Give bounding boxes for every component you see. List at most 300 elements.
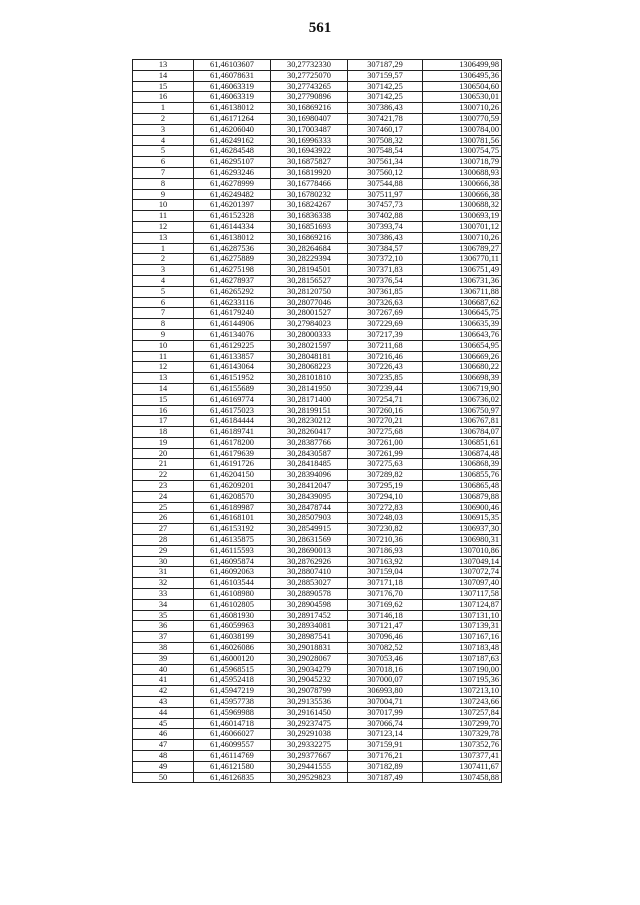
longitude-cell: 30,28807410 — [271, 567, 348, 578]
x-coordinate-cell: 307511,97 — [348, 189, 423, 200]
x-coordinate-cell: 307226,43 — [348, 362, 423, 373]
latitude-cell: 61,46126835 — [194, 772, 271, 783]
latitude-cell: 61,46026086 — [194, 643, 271, 654]
latitude-cell: 61,46233116 — [194, 297, 271, 308]
longitude-cell: 30,29529823 — [271, 772, 348, 783]
longitude-cell: 30,28048181 — [271, 351, 348, 362]
longitude-cell: 30,28394096 — [271, 470, 348, 481]
x-coordinate-cell: 307270,21 — [348, 416, 423, 427]
x-coordinate-cell: 307326,63 — [348, 297, 423, 308]
table-row — [133, 675, 502, 686]
point-number-cell: 20 — [133, 448, 194, 459]
table-row — [133, 275, 502, 286]
longitude-cell: 30,28021597 — [271, 340, 348, 351]
latitude-cell: 61,46201397 — [194, 200, 271, 211]
table-row — [133, 189, 502, 200]
y-coordinate-cell: 1306784,07 — [423, 427, 502, 438]
y-coordinate-cell: 1306770,11 — [423, 254, 502, 265]
point-number-cell: 4 — [133, 275, 194, 286]
point-number-cell: 41 — [133, 675, 194, 686]
point-number-cell: 37 — [133, 632, 194, 643]
longitude-cell: 30,29135536 — [271, 697, 348, 708]
x-coordinate-cell: 307421,78 — [348, 113, 423, 124]
y-coordinate-cell: 1306731,36 — [423, 275, 502, 286]
point-number-cell: 43 — [133, 697, 194, 708]
x-coordinate-cell: 307248,03 — [348, 513, 423, 524]
latitude-cell: 61,46179240 — [194, 308, 271, 319]
longitude-cell: 30,28934081 — [271, 621, 348, 632]
longitude-cell: 30,29034279 — [271, 664, 348, 675]
point-number-cell: 6 — [133, 297, 194, 308]
longitude-cell: 30,16869216 — [271, 232, 348, 243]
longitude-cell: 30,16943922 — [271, 146, 348, 157]
x-coordinate-cell: 307254,71 — [348, 394, 423, 405]
point-number-cell: 5 — [133, 146, 194, 157]
longitude-cell: 30,28199151 — [271, 405, 348, 416]
y-coordinate-cell: 1306751,49 — [423, 265, 502, 276]
latitude-cell: 61,46063319 — [194, 81, 271, 92]
longitude-cell: 30,28987541 — [271, 632, 348, 643]
table-row — [133, 60, 502, 71]
longitude-cell: 30,28387766 — [271, 437, 348, 448]
y-coordinate-cell: 1306937,30 — [423, 524, 502, 535]
longitude-cell: 30,29291038 — [271, 729, 348, 740]
table-row — [133, 578, 502, 589]
table-row — [133, 761, 502, 772]
point-number-cell: 24 — [133, 491, 194, 502]
point-number-cell: 16 — [133, 92, 194, 103]
latitude-cell: 61,46189987 — [194, 502, 271, 513]
latitude-cell: 61,46295107 — [194, 157, 271, 168]
y-coordinate-cell: 1300718,79 — [423, 157, 502, 168]
x-coordinate-cell: 307361,85 — [348, 286, 423, 297]
point-number-cell: 10 — [133, 340, 194, 351]
y-coordinate-cell: 1306900,46 — [423, 502, 502, 513]
latitude-cell: 61,46169774 — [194, 394, 271, 405]
latitude-cell: 61,46059963 — [194, 621, 271, 632]
latitude-cell: 61,46155689 — [194, 383, 271, 394]
x-coordinate-cell: 307211,68 — [348, 340, 423, 351]
table-row — [133, 383, 502, 394]
y-coordinate-cell: 1300770,59 — [423, 113, 502, 124]
table-row — [133, 556, 502, 567]
y-coordinate-cell: 1300701,12 — [423, 221, 502, 232]
latitude-cell: 61,45952418 — [194, 675, 271, 686]
point-number-cell: 35 — [133, 610, 194, 621]
latitude-cell: 61,46208570 — [194, 491, 271, 502]
y-coordinate-cell: 1307299,70 — [423, 718, 502, 729]
y-coordinate-cell: 1306851,61 — [423, 437, 502, 448]
x-coordinate-cell: 307548,54 — [348, 146, 423, 157]
x-coordinate-cell: 307142,25 — [348, 81, 423, 92]
latitude-cell: 61,46189741 — [194, 427, 271, 438]
point-number-cell: 14 — [133, 70, 194, 81]
y-coordinate-cell: 1306687,62 — [423, 297, 502, 308]
latitude-cell: 61,46275889 — [194, 254, 271, 265]
point-number-cell: 9 — [133, 329, 194, 340]
table-row — [133, 772, 502, 783]
longitude-cell: 30,28156527 — [271, 275, 348, 286]
longitude-cell: 30,28120750 — [271, 286, 348, 297]
point-number-cell: 31 — [133, 567, 194, 578]
latitude-cell: 61,46204150 — [194, 470, 271, 481]
longitude-cell: 30,28430587 — [271, 448, 348, 459]
table-row — [133, 437, 502, 448]
x-coordinate-cell: 307402,88 — [348, 211, 423, 222]
x-coordinate-cell: 307229,69 — [348, 319, 423, 330]
x-coordinate-cell: 307261,99 — [348, 448, 423, 459]
table-row — [133, 329, 502, 340]
longitude-cell: 30,29078799 — [271, 686, 348, 697]
point-number-cell: 13 — [133, 60, 194, 71]
x-coordinate-cell: 307393,74 — [348, 221, 423, 232]
y-coordinate-cell: 1306736,02 — [423, 394, 502, 405]
y-coordinate-cell: 1307049,14 — [423, 556, 502, 567]
x-coordinate-cell: 307294,10 — [348, 491, 423, 502]
longitude-cell: 30,16824267 — [271, 200, 348, 211]
table-row — [133, 470, 502, 481]
longitude-cell: 30,28000333 — [271, 329, 348, 340]
latitude-cell: 61,46099557 — [194, 740, 271, 751]
point-number-cell: 9 — [133, 189, 194, 200]
x-coordinate-cell: 307460,17 — [348, 124, 423, 135]
table-row — [133, 319, 502, 330]
table-row — [133, 70, 502, 81]
point-number-cell: 26 — [133, 513, 194, 524]
y-coordinate-cell: 1300693,19 — [423, 211, 502, 222]
y-coordinate-cell: 1300754,75 — [423, 146, 502, 157]
x-coordinate-cell: 307187,29 — [348, 60, 423, 71]
x-coordinate-cell: 307146,18 — [348, 610, 423, 621]
y-coordinate-cell: 1307117,58 — [423, 589, 502, 600]
table-row — [133, 416, 502, 427]
longitude-cell: 30,28418485 — [271, 459, 348, 470]
longitude-cell: 30,27984023 — [271, 319, 348, 330]
y-coordinate-cell: 1307183,48 — [423, 643, 502, 654]
x-coordinate-cell: 306993,80 — [348, 686, 423, 697]
table-row — [133, 740, 502, 751]
longitude-cell: 30,28229394 — [271, 254, 348, 265]
y-coordinate-cell: 1306504,60 — [423, 81, 502, 92]
latitude-cell: 61,46102805 — [194, 599, 271, 610]
point-number-cell: 48 — [133, 751, 194, 762]
table-row — [133, 103, 502, 114]
latitude-cell: 61,46287536 — [194, 243, 271, 254]
point-number-cell: 12 — [133, 362, 194, 373]
y-coordinate-cell: 1307329,78 — [423, 729, 502, 740]
y-coordinate-cell: 1300710,26 — [423, 103, 502, 114]
x-coordinate-cell: 307260,16 — [348, 405, 423, 416]
y-coordinate-cell: 1306635,39 — [423, 319, 502, 330]
table-row — [133, 265, 502, 276]
longitude-cell: 30,29028067 — [271, 653, 348, 664]
x-coordinate-cell: 307217,39 — [348, 329, 423, 340]
y-coordinate-cell: 1306698,39 — [423, 373, 502, 384]
point-number-cell: 46 — [133, 729, 194, 740]
y-coordinate-cell: 1307124,87 — [423, 599, 502, 610]
table-row — [133, 157, 502, 168]
x-coordinate-cell: 307384,57 — [348, 243, 423, 254]
longitude-cell: 30,28141950 — [271, 383, 348, 394]
point-number-cell: 15 — [133, 394, 194, 405]
x-coordinate-cell: 307066,74 — [348, 718, 423, 729]
x-coordinate-cell: 307171,18 — [348, 578, 423, 589]
table-row — [133, 178, 502, 189]
table-row — [133, 524, 502, 535]
y-coordinate-cell: 1306874,48 — [423, 448, 502, 459]
y-coordinate-cell: 1307187,63 — [423, 653, 502, 664]
table-row — [133, 254, 502, 265]
longitude-cell: 30,28001527 — [271, 308, 348, 319]
latitude-cell: 61,46284548 — [194, 146, 271, 157]
longitude-cell: 30,16869216 — [271, 103, 348, 114]
y-coordinate-cell: 1307131,10 — [423, 610, 502, 621]
y-coordinate-cell: 1306855,76 — [423, 470, 502, 481]
table-row — [133, 211, 502, 222]
y-coordinate-cell: 1307190,00 — [423, 664, 502, 675]
x-coordinate-cell: 307123,14 — [348, 729, 423, 740]
x-coordinate-cell: 307159,04 — [348, 567, 423, 578]
longitude-cell: 30,17003487 — [271, 124, 348, 135]
latitude-cell: 61,46115593 — [194, 545, 271, 556]
x-coordinate-cell: 307017,99 — [348, 707, 423, 718]
y-coordinate-cell: 1306980,31 — [423, 535, 502, 546]
longitude-cell: 30,29161450 — [271, 707, 348, 718]
y-coordinate-cell: 1306530,01 — [423, 92, 502, 103]
x-coordinate-cell: 307053,46 — [348, 653, 423, 664]
longitude-cell: 30,28853027 — [271, 578, 348, 589]
x-coordinate-cell: 307275,63 — [348, 459, 423, 470]
y-coordinate-cell: 1300784,00 — [423, 124, 502, 135]
point-number-cell: 21 — [133, 459, 194, 470]
table-row — [133, 502, 502, 513]
table-row — [133, 599, 502, 610]
point-number-cell: 8 — [133, 178, 194, 189]
longitude-cell: 30,28478744 — [271, 502, 348, 513]
y-coordinate-cell: 1307352,76 — [423, 740, 502, 751]
longitude-cell: 30,28264684 — [271, 243, 348, 254]
x-coordinate-cell: 307295,19 — [348, 481, 423, 492]
latitude-cell: 61,46206040 — [194, 124, 271, 135]
y-coordinate-cell: 1306495,36 — [423, 70, 502, 81]
latitude-cell: 61,46143064 — [194, 362, 271, 373]
point-number-cell: 29 — [133, 545, 194, 556]
latitude-cell: 61,46114769 — [194, 751, 271, 762]
table-row — [133, 610, 502, 621]
y-coordinate-cell: 1307411,67 — [423, 761, 502, 772]
latitude-cell: 61,46275198 — [194, 265, 271, 276]
latitude-cell: 61,46108980 — [194, 589, 271, 600]
y-coordinate-cell: 1300688,32 — [423, 200, 502, 211]
point-number-cell: 47 — [133, 740, 194, 751]
latitude-cell: 61,45968515 — [194, 664, 271, 675]
point-number-cell: 3 — [133, 124, 194, 135]
longitude-cell: 30,16819920 — [271, 167, 348, 178]
x-coordinate-cell: 307372,10 — [348, 254, 423, 265]
y-coordinate-cell: 1307097,40 — [423, 578, 502, 589]
table-row — [133, 373, 502, 384]
x-coordinate-cell: 307176,21 — [348, 751, 423, 762]
x-coordinate-cell: 307082,52 — [348, 643, 423, 654]
table-row — [133, 221, 502, 232]
longitude-cell: 30,28077046 — [271, 297, 348, 308]
latitude-cell: 61,46129225 — [194, 340, 271, 351]
coordinates-table — [132, 59, 502, 783]
point-number-cell: 2 — [133, 254, 194, 265]
y-coordinate-cell: 1307167,16 — [423, 632, 502, 643]
x-coordinate-cell: 307210,36 — [348, 535, 423, 546]
longitude-cell: 30,16836338 — [271, 211, 348, 222]
latitude-cell: 61,46038199 — [194, 632, 271, 643]
longitude-cell: 30,28412047 — [271, 481, 348, 492]
table-row — [133, 718, 502, 729]
latitude-cell: 61,46152328 — [194, 211, 271, 222]
table-row — [133, 729, 502, 740]
longitude-cell: 30,28260417 — [271, 427, 348, 438]
latitude-cell: 61,46078631 — [194, 70, 271, 81]
y-coordinate-cell: 1307243,66 — [423, 697, 502, 708]
y-coordinate-cell: 1306711,88 — [423, 286, 502, 297]
coordinates-table-body — [133, 60, 502, 783]
y-coordinate-cell: 1306719,90 — [423, 383, 502, 394]
y-coordinate-cell: 1306669,26 — [423, 351, 502, 362]
table-row — [133, 589, 502, 600]
point-number-cell: 12 — [133, 221, 194, 232]
latitude-cell: 61,46209201 — [194, 481, 271, 492]
longitude-cell: 30,28917452 — [271, 610, 348, 621]
latitude-cell: 61,46092063 — [194, 567, 271, 578]
point-number-cell: 36 — [133, 621, 194, 632]
y-coordinate-cell: 1306879,88 — [423, 491, 502, 502]
latitude-cell: 61,46171264 — [194, 113, 271, 124]
table-row — [133, 545, 502, 556]
x-coordinate-cell: 307457,73 — [348, 200, 423, 211]
longitude-cell: 30,28230212 — [271, 416, 348, 427]
table-row — [133, 135, 502, 146]
x-coordinate-cell: 307216,46 — [348, 351, 423, 362]
x-coordinate-cell: 307561,34 — [348, 157, 423, 168]
longitude-cell: 30,28439095 — [271, 491, 348, 502]
longitude-cell: 30,27725070 — [271, 70, 348, 81]
point-number-cell: 19 — [133, 437, 194, 448]
x-coordinate-cell: 307275,68 — [348, 427, 423, 438]
table-row — [133, 92, 502, 103]
point-number-cell: 3 — [133, 265, 194, 276]
y-coordinate-cell: 1306750,97 — [423, 405, 502, 416]
longitude-cell: 30,29377667 — [271, 751, 348, 762]
table-row — [133, 394, 502, 405]
latitude-cell: 61,46138012 — [194, 232, 271, 243]
x-coordinate-cell: 307169,62 — [348, 599, 423, 610]
table-row — [133, 200, 502, 211]
latitude-cell: 61,46278937 — [194, 275, 271, 286]
point-number-cell: 14 — [133, 383, 194, 394]
x-coordinate-cell: 307159,91 — [348, 740, 423, 751]
x-coordinate-cell: 307272,83 — [348, 502, 423, 513]
table-row — [133, 513, 502, 524]
latitude-cell: 61,46249482 — [194, 189, 271, 200]
point-number-cell: 8 — [133, 319, 194, 330]
point-number-cell: 6 — [133, 157, 194, 168]
table-row — [133, 567, 502, 578]
latitude-cell: 61,46063319 — [194, 92, 271, 103]
x-coordinate-cell: 307239,44 — [348, 383, 423, 394]
longitude-cell: 30,29237475 — [271, 718, 348, 729]
point-number-cell: 23 — [133, 481, 194, 492]
point-number-cell: 7 — [133, 308, 194, 319]
latitude-cell: 61,45969988 — [194, 707, 271, 718]
longitude-cell: 30,28507903 — [271, 513, 348, 524]
latitude-cell: 61,46133857 — [194, 351, 271, 362]
x-coordinate-cell: 307004,71 — [348, 697, 423, 708]
table-row — [133, 286, 502, 297]
longitude-cell: 30,28904598 — [271, 599, 348, 610]
y-coordinate-cell: 1306680,22 — [423, 362, 502, 373]
table-row — [133, 481, 502, 492]
point-number-cell: 7 — [133, 167, 194, 178]
table-row — [133, 643, 502, 654]
longitude-cell: 30,27732330 — [271, 60, 348, 71]
point-number-cell: 45 — [133, 718, 194, 729]
x-coordinate-cell: 307121,47 — [348, 621, 423, 632]
point-number-cell: 28 — [133, 535, 194, 546]
table-row — [133, 362, 502, 373]
longitude-cell: 30,29441555 — [271, 761, 348, 772]
longitude-cell: 30,16875827 — [271, 157, 348, 168]
point-number-cell: 40 — [133, 664, 194, 675]
y-coordinate-cell: 1306654,95 — [423, 340, 502, 351]
latitude-cell: 61,46184444 — [194, 416, 271, 427]
point-number-cell: 15 — [133, 81, 194, 92]
latitude-cell: 61,46095874 — [194, 556, 271, 567]
y-coordinate-cell: 1300666,38 — [423, 178, 502, 189]
x-coordinate-cell: 307163,92 — [348, 556, 423, 567]
table-row — [133, 308, 502, 319]
latitude-cell: 61,46144906 — [194, 319, 271, 330]
latitude-cell: 61,46121580 — [194, 761, 271, 772]
x-coordinate-cell: 307230,82 — [348, 524, 423, 535]
point-number-cell: 13 — [133, 232, 194, 243]
y-coordinate-cell: 1300781,56 — [423, 135, 502, 146]
x-coordinate-cell: 307376,54 — [348, 275, 423, 286]
latitude-cell: 61,46175023 — [194, 405, 271, 416]
x-coordinate-cell: 307182,89 — [348, 761, 423, 772]
longitude-cell: 30,28194501 — [271, 265, 348, 276]
table-row — [133, 664, 502, 675]
latitude-cell: 61,46153192 — [194, 524, 271, 535]
table-row — [133, 340, 502, 351]
latitude-cell: 61,46103544 — [194, 578, 271, 589]
point-number-cell: 22 — [133, 470, 194, 481]
y-coordinate-cell: 1306868,39 — [423, 459, 502, 470]
point-number-cell: 5 — [133, 286, 194, 297]
latitude-cell: 61,46014718 — [194, 718, 271, 729]
latitude-cell: 61,46191726 — [194, 459, 271, 470]
point-number-cell: 27 — [133, 524, 194, 535]
longitude-cell: 30,29018831 — [271, 643, 348, 654]
y-coordinate-cell: 1306767,81 — [423, 416, 502, 427]
point-number-cell: 34 — [133, 599, 194, 610]
table-row — [133, 686, 502, 697]
table-row — [133, 697, 502, 708]
latitude-cell: 61,46138012 — [194, 103, 271, 114]
longitude-cell: 30,28762926 — [271, 556, 348, 567]
point-number-cell: 49 — [133, 761, 194, 772]
latitude-cell: 61,46066027 — [194, 729, 271, 740]
longitude-cell: 30,28690013 — [271, 545, 348, 556]
table-row — [133, 146, 502, 157]
point-number-cell: 4 — [133, 135, 194, 146]
